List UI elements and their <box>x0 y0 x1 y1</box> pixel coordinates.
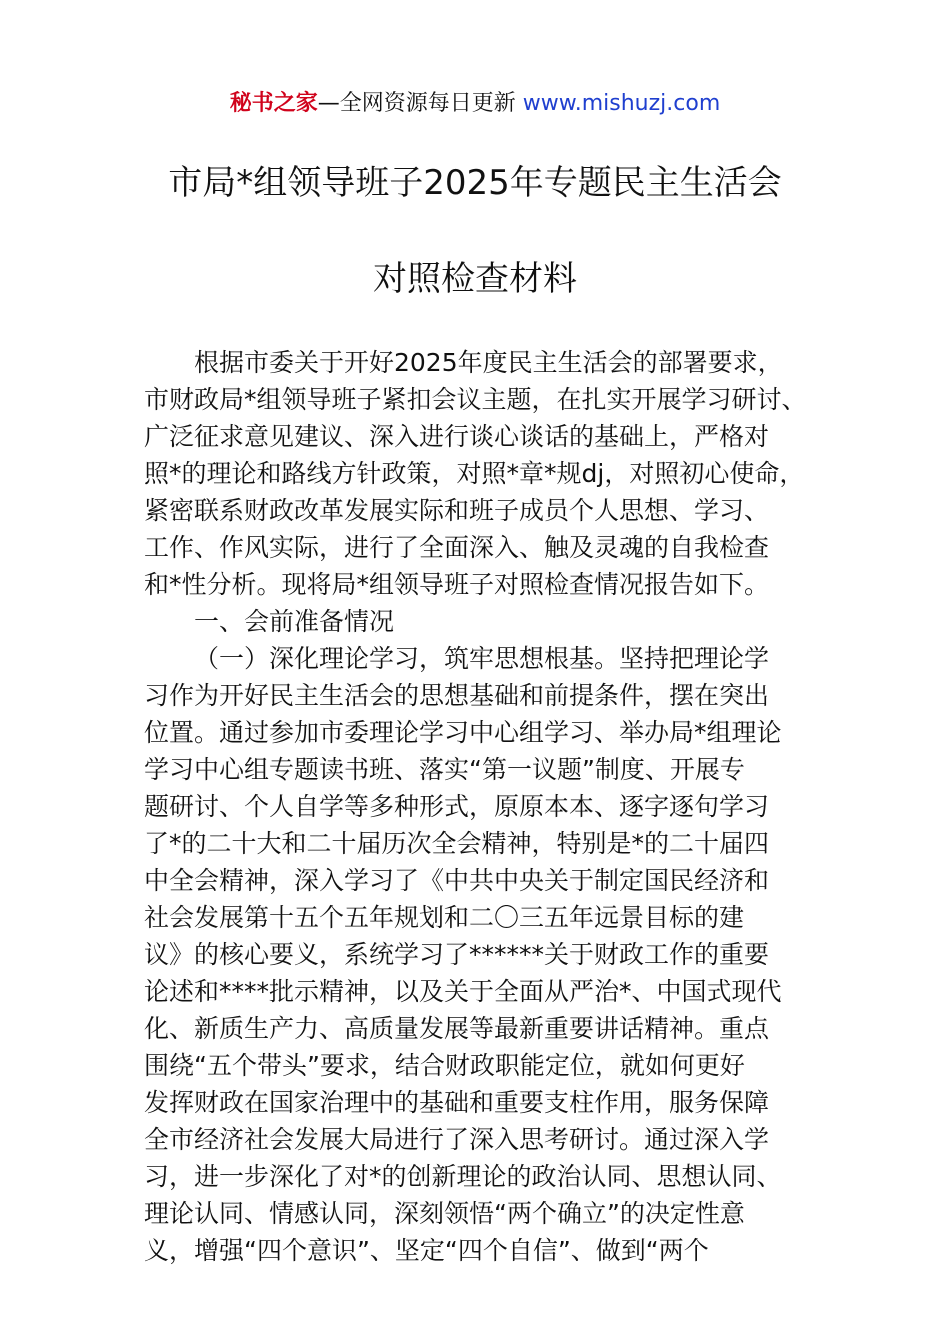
site-url-link[interactable]: www.mishuzj.com <box>522 91 721 116</box>
body-line: 市财政局*组领导班子紧扣会议主题，在扎实开展学习研讨、 <box>144 385 807 414</box>
document-title-line-2: 对照检查材料 <box>373 259 577 299</box>
body-line: 论述和****批示精神，以及关于全面从严治*、中国式现代 <box>144 977 782 1006</box>
body-line: 根据市委关于开好2025年度民主生活会的部署要求， <box>194 348 783 377</box>
site-header <box>0 88 950 120</box>
body-line: （一）深化理论学习，筑牢思想根基。坚持把理论学 <box>194 644 770 673</box>
body-line: 化、新质生产力、高质量发展等最新重要讲话精神。重点 <box>144 1014 770 1043</box>
body-line: 学习中心组专题读书班、落实“第一议题”制度、开展专 <box>144 755 745 784</box>
body-line: 了*的二十大和二十届历次全会精神，特别是*的二十届四 <box>144 829 770 858</box>
body-line: 位置。通过参加市委理论学习中心组学习、举办局*组理论 <box>144 718 782 747</box>
document-title-line-1: 市局*组领导班子2025年专题民主生活会 <box>168 163 782 203</box>
body-line: 和*性分析。现将局*组领导班子对照检查情况报告如下。 <box>144 570 770 599</box>
body-line: 习，进一步深化了对*的创新理论的政治认同、思想认同、 <box>144 1162 782 1191</box>
body-line: 义，增强“四个意识”、坚定“四个自信”、做到“两个 <box>144 1236 709 1265</box>
body-line: 议》的核心要义，系统学习了******关于财政工作的重要 <box>144 940 770 969</box>
body-line: 社会发展第十五个五年规划和二〇三五年远景目标的建 <box>144 903 745 932</box>
body-line: 全市经济社会发展大局进行了深入思考研讨。通过深入学 <box>144 1125 770 1154</box>
body-line: 工作、作风实际，进行了全面深入、触及灵魂的自我检查 <box>144 533 770 562</box>
body-line: 理论认同、情感认同，深刻领悟“两个确立”的决定性意 <box>144 1199 745 1228</box>
body-line: 照*的理论和路线方针政策，对照*章*规dj，对照初心使命， <box>144 459 805 488</box>
body-line: 广泛征求意见建议、深入进行谈心谈话的基础上，严格对 <box>144 422 770 451</box>
body-line: 题研讨、个人自学等多种形式，原原本本、逐字逐句学习 <box>144 792 770 821</box>
header-tagline: —全网资源每日更新 <box>317 91 523 116</box>
body-line: 习作为开好民主生活会的思想基础和前提条件，摆在突出 <box>144 681 770 710</box>
body-line: 紧密联系财政改革发展实际和班子成员个人思想、学习、 <box>144 496 770 525</box>
body-line: 围绕“五个带头”要求，结合财政职能定位，就如何更好 <box>144 1051 745 1080</box>
brand-name: 秘书之家 <box>229 91 318 116</box>
section-heading: 一、会前准备情况 <box>194 607 395 636</box>
body-line: 中全会精神，深入学习了《中共中央关于制定国民经济和 <box>144 866 770 895</box>
document-body <box>144 344 810 1269</box>
body-line: 发挥财政在国家治理中的基础和重要支柱作用，服务保障 <box>144 1088 770 1117</box>
